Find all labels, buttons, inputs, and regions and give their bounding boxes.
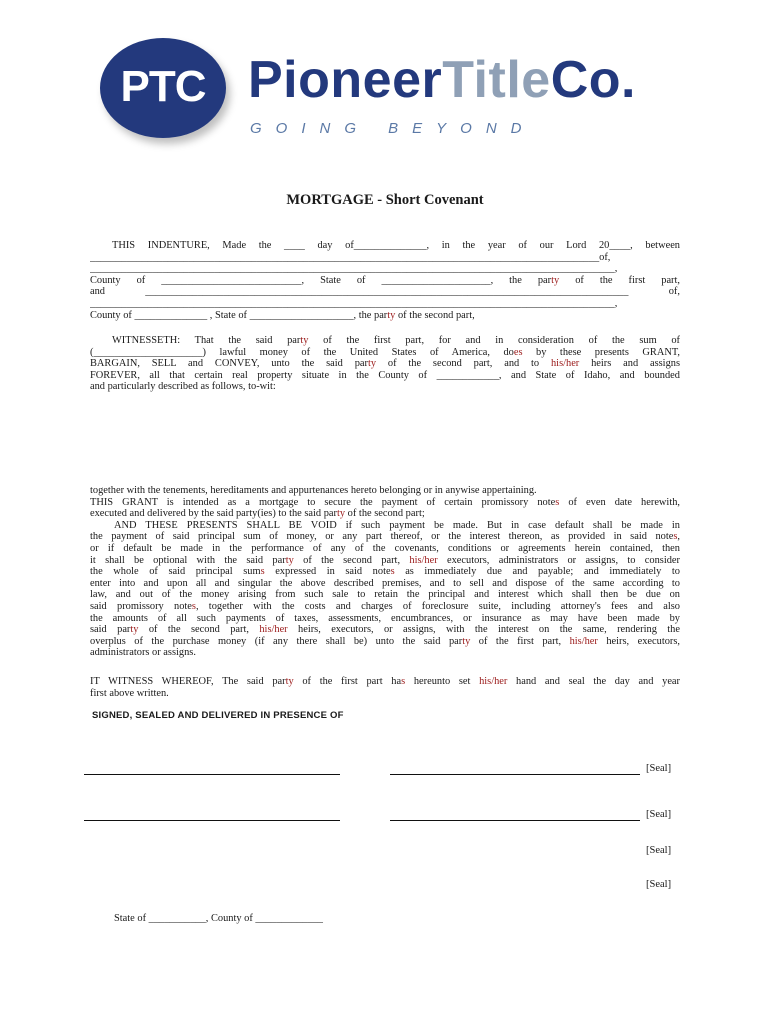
indenture-line: THIS INDENTURE, Made the ____ day of______________, in the year of our Lord 20____, between — [112, 240, 680, 251]
seal-label: [Seal] — [646, 879, 672, 890]
witness-whereof — [90, 676, 680, 699]
logo-company-name — [248, 50, 636, 110]
body-line: or if default be made in the performance of any of the covenants, conditions or agreements herein contained, then — [90, 542, 680, 554]
body-line: said promissory notes, together with the costs and charges of foreclosure suite, including attorney's fees and also — [90, 600, 680, 612]
seal-label: [Seal] — [646, 845, 672, 856]
logo-tagline: GOING BEYOND — [250, 120, 536, 137]
body-line: the whole of said principal sums expressed in said notes as immediately due and payable; and immediately to — [90, 566, 680, 578]
indenture-line: County of ___________________________, State of _____________________, the party of the first part, — [90, 274, 680, 286]
indenture-line: and _____________________________________________________________________________________________ of, — [90, 286, 680, 298]
body-line: law, and out of the money arising from such sale to retain the principal and interest which shall then be due on — [90, 589, 680, 601]
indenture-line: _____________________________________________________________________________________________________, — [90, 297, 618, 309]
indenture-line: _____________________________________________________________________________________________________, — [90, 263, 618, 275]
witnesseth-line: (_____________________) lawful money of the United States of America, does by these presents GRANT, — [90, 346, 680, 358]
body-line: the amounts of all such payments of taxes, assessments, encumbrances, or insurance as may have been made by — [90, 612, 680, 624]
body-line: the payment of said principal sum of money, or any part thereof, or the interest thereon, as provided in said notes, — [90, 531, 680, 543]
witness-signature-line[interactable] — [84, 820, 340, 821]
witness-line: IT WITNESS WHEREOF, The said party of the first part has hereunto set his/her hand and seal the day and year — [90, 676, 680, 687]
body-line: it shall be optional with the said party of the second part, his/her executors, administrators or assigns, to consider — [90, 554, 680, 566]
grantor-signature-line[interactable] — [390, 774, 640, 775]
logo-name-part2: Title — [442, 51, 551, 109]
body-line: administrators or assigns. — [90, 647, 196, 659]
body-line: AND THESE PRESENTS SHALL BE VOID if such payment be made. But in case default shall be made in — [114, 519, 680, 531]
witness-line: first above written. — [90, 687, 169, 699]
body-line: enter into and upon all and singular the above described premises, and to sell and dispose of the same according to — [90, 577, 680, 589]
seal-label: [Seal] — [646, 763, 672, 774]
indenture-line: County of ______________ , State of ____________________, the party of the second part, — [90, 309, 475, 321]
covenant-body — [90, 485, 680, 659]
seal-label: [Seal] — [646, 809, 672, 820]
witnesseth-line: and particularly described as follows, to-wit: — [90, 381, 276, 393]
logo-name-part3: Co. — [550, 51, 636, 109]
signature-heading: SIGNED, SEALED AND DELIVERED IN PRESENCE OF — [92, 710, 344, 721]
indenture-line: __________________________________________________________________________________________________of, — [90, 251, 611, 263]
logo-badge-text: PTC — [120, 62, 206, 111]
body-line: together with the tenements, hereditaments and appurtenances hereto belonging or in anywise appertaining. — [90, 485, 537, 496]
witness-signature-line[interactable] — [84, 774, 340, 775]
body-line: said party of the second part, his/her heirs, executors, or assigns, with the interest on the same, rendering the — [90, 624, 680, 636]
company-logo — [98, 34, 678, 154]
logo-badge — [100, 38, 226, 138]
witnesseth-line: BARGAIN, SELL and CONVEY, unto the said party of the second part, and to his/her heirs and assigns — [90, 358, 680, 370]
document-title: MORTGAGE - Short Covenant — [286, 192, 484, 208]
body-line: overplus of the purchase money (if any there shall be) unto the said party of the first part, his/her heirs, executors, — [90, 635, 680, 647]
indenture-section — [90, 240, 680, 321]
grantor-signature-line[interactable] — [390, 820, 640, 821]
body-line: executed and delivered by the said party(ies) to the said party of the second part; — [90, 508, 425, 520]
body-line: THIS GRANT is intended as a mortgage to secure the payment of certain promissory notes of even date herewith, — [90, 496, 680, 508]
logo-name-part1: Pioneer — [248, 51, 443, 109]
witnesseth-line: WITNESSETH: That the said party of the first part, for and in consideration of the sum of — [112, 335, 680, 346]
state-county-line: State of ___________, County of _____________ — [114, 913, 323, 924]
witnesseth-section — [90, 335, 680, 393]
witnesseth-line: FOREVER, all that certain real property situate in the County of ____________, and State of Idaho, and bounded — [90, 369, 680, 381]
